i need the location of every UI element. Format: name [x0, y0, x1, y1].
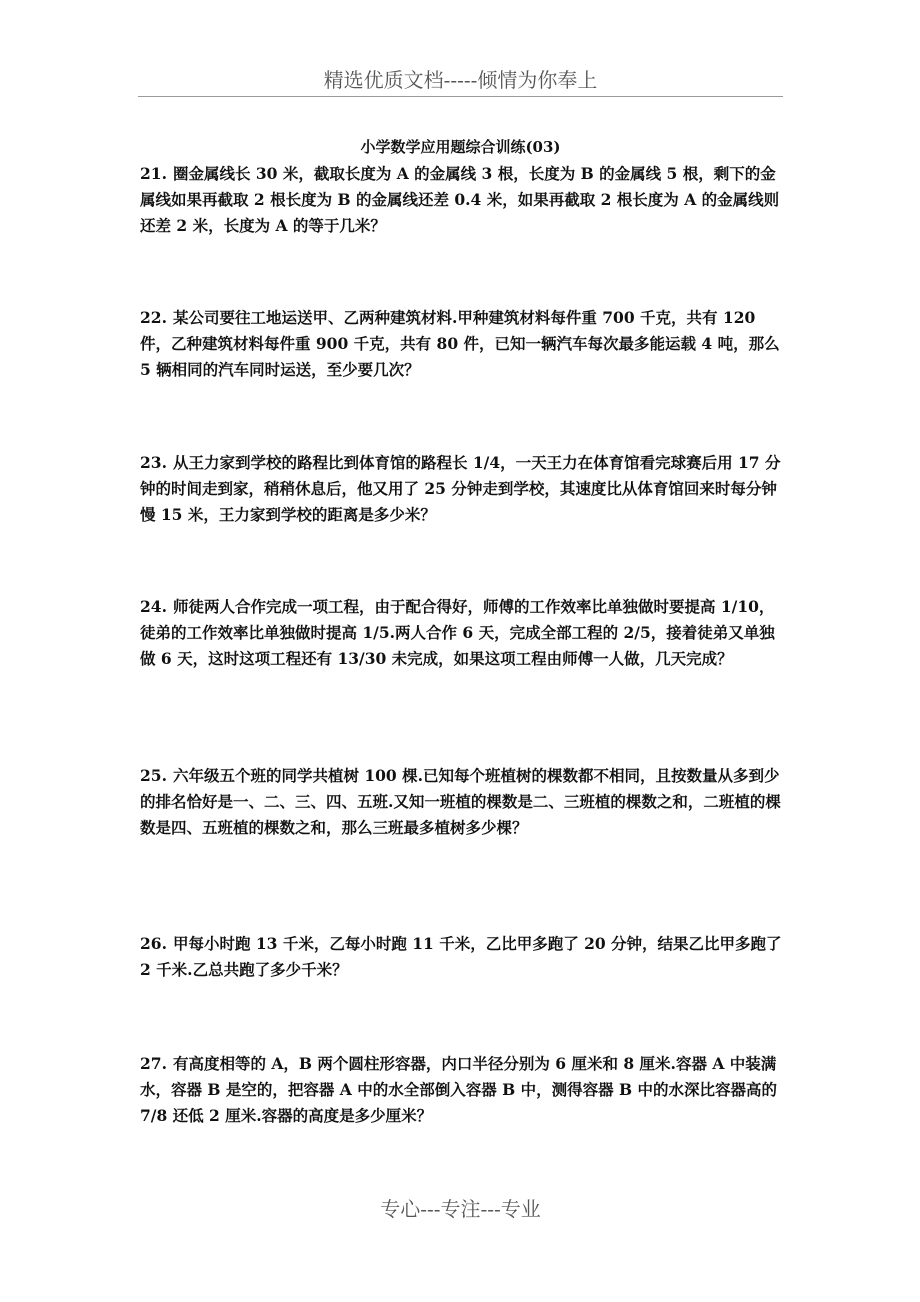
problem-number: 22. [140, 308, 167, 327]
problem-text: 从王力家到学校的路程比到体育馆的路程长 1/4，一天王力在体育馆看完球赛后用 17 分钟的时间走到家，稍稍休息后，他又用了 25 分钟走到学校，其速度比从体育馆回来时每分钟慢 15 米，王力家到学校的距离是多少米？ [140, 453, 781, 524]
problem-22 [140, 305, 782, 383]
page-header: 精选优质文档-----倾情为你奉上 [138, 66, 783, 97]
problem-text: 六年级五个班的同学共植树 100 棵.已知每个班植树的棵数都不相同，且按数量从多到少的排名恰好是一、二、三、四、五班.又知一班植的棵数是二、三班植的棵数之和，二班植的棵数是四、五班植的棵数之和，那么三班最多植树多少棵？ [140, 766, 781, 837]
problem-23 [140, 450, 782, 528]
problem-text: 圈金属线长 30 米，截取长度为 A 的金属线 3 根，长度为 B 的金属线 5 根，剩下的金属线如果再截取 2 根长度为 B 的金属线还差 0.4 米，如果再截取 2 根长度为 A 的金属线则还差 2 米，长度为 A 的等于几米？ [140, 164, 780, 235]
problem-text: 某公司要往工地运送甲、乙两种建筑材料.甲种建筑材料每件重 700 千克，共有 120 件，乙种建筑材料每件重 900 千克，共有 80 件，已知一辆汽车每次最多能运载 4 吨，那么 5 辆相同的汽车同时运送，至少要几次？ [140, 308, 780, 379]
problem-number: 21. [140, 164, 167, 183]
problem-24 [140, 594, 782, 672]
problem-text: 有高度相等的 A，B 两个圆柱形容器，内口半径分别为 6 厘米和 8 厘米.容器 A 中装满水，容器 B 是空的，把容器 A 中的水全部倒入容器 B 中，测得容器 B 中的水深比容器高的 7/8 还低 2 厘米.容器的高度是多少厘米？ [140, 1054, 778, 1125]
problem-26 [140, 931, 782, 983]
problem-number: 27. [140, 1054, 167, 1073]
problem-text: 师徒两人合作完成一项工程，由于配合得好，师傅的工作效率比单独做时要提高 1/10，徒弟的工作效率比单独做时提高 1/5.两人合作 6 天，完成全部工程的 2/5，接着徒弟又单独做 6 天，这时这项工程还有 13/30 未完成，如果这项工程由师傅一人做，几天完成？ [140, 597, 775, 668]
problem-number: 25. [140, 766, 167, 785]
page-footer: 专心---专注---专业 [380, 1197, 541, 1221]
problem-21 [140, 161, 782, 239]
problem-number: 23. [140, 453, 167, 472]
problem-25 [140, 763, 782, 841]
document-title: 小学数学应用题综合训练(03) [360, 138, 561, 156]
problem-27 [140, 1051, 782, 1129]
problem-number: 26. [140, 934, 167, 953]
problem-number: 24. [140, 597, 167, 616]
problem-text: 甲每小时跑 13 千米，乙每小时跑 11 千米，乙比甲多跑了 20 分钟，结果乙比甲多跑了 2 千米.乙总共跑了多少千米？ [140, 934, 782, 979]
